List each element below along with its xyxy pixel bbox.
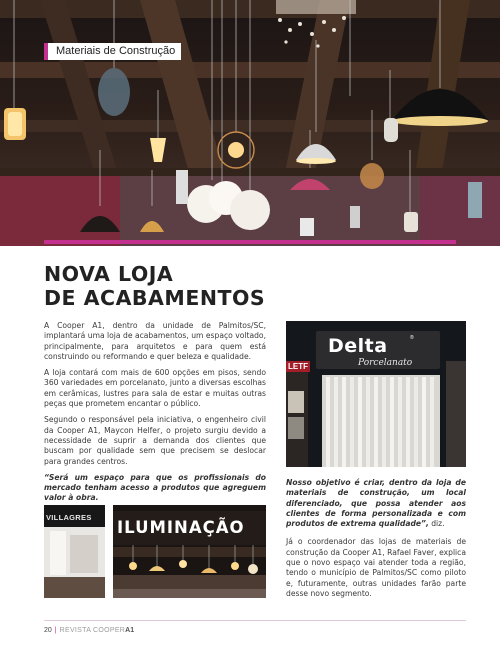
paragraph-engineer: Segundo o responsável pela iniciativa, o engenheiro civil da Cooper A1, Maycon Helfer, o projeto surgiu devido a necessidade de suprir a demanda dos clientes que buscam por qualidade sem que precisem se deslocar para grandes centros.	[44, 415, 266, 466]
paragraph-options: A loja contará com mais de 600 opções em pisos, sendo 360 variedades em porcelanato, junto a diversas escolhas em cerâmicas, lustres para sala de estar e muitas outras peças que prometem encantar o público.	[44, 368, 266, 409]
side-store-sign: LETF	[288, 362, 308, 371]
footer-separator: |	[54, 627, 57, 634]
registered-mark: ®	[410, 335, 414, 341]
right-text-column	[286, 478, 466, 605]
paragraph-intro: A Cooper A1, dentro da unidade de Palmitos/SC, implantará uma loja de acabamentos, um espaço voltado, principalmente, para arquitetos e para quem está construindo ou reformando e quer beleza e qualidade.	[44, 321, 266, 361]
pull-quote-end	[286, 478, 466, 529]
delta-porcelanato-photo	[286, 321, 466, 467]
page-footer	[44, 627, 134, 634]
pull-quote-text: Nosso objetivo é criar, dentro da loja de materiais de construção, um local diferenciado, que possa atender aos clientes de forma personalizada e com produtos de extrema qualidade”,	[286, 478, 466, 529]
article-headline	[44, 262, 344, 310]
iluminacao-store-photo	[113, 505, 266, 598]
villagres-brand-sign: VILLAGRES	[46, 513, 92, 522]
lighting-scene-illustration	[0, 0, 500, 246]
delta-brand-logo: Delta	[328, 335, 388, 357]
paragraph-coordinator: Já o coordenador das lojas de materiais de construção da Cooper A1, Rafael Faver, explica que o novo espaço vai atender toda a região, tendo o município de Palmitos/SC como piloto e, futuramente, outras unidades farão parte desse novo segmento.	[286, 537, 466, 598]
headline-line-1: NOVA LOJA	[44, 262, 174, 286]
hero-photo-lighting-store	[0, 0, 500, 246]
magazine-brand: A1	[125, 627, 135, 634]
page-number: 20	[44, 627, 52, 634]
villagres-store-photo	[44, 505, 105, 598]
accent-divider	[44, 240, 456, 244]
magazine-name: REVISTA COOPER	[59, 627, 126, 634]
section-tag: Materiais de Construção	[44, 43, 181, 60]
iluminacao-sign: ILUMINAÇÃO	[117, 518, 245, 537]
footer-divider	[44, 620, 466, 621]
quote-attribution: diz.	[428, 519, 445, 529]
left-text-column	[44, 321, 266, 510]
headline-line-2: DE ACABAMENTOS	[44, 286, 266, 310]
delta-subtitle-logo: Porcelanato	[358, 358, 413, 368]
pull-quote-start: “Será um espaço para que os profissionais do mercado tenham acesso a produtos que agreguem valor à obra.	[44, 472, 266, 503]
